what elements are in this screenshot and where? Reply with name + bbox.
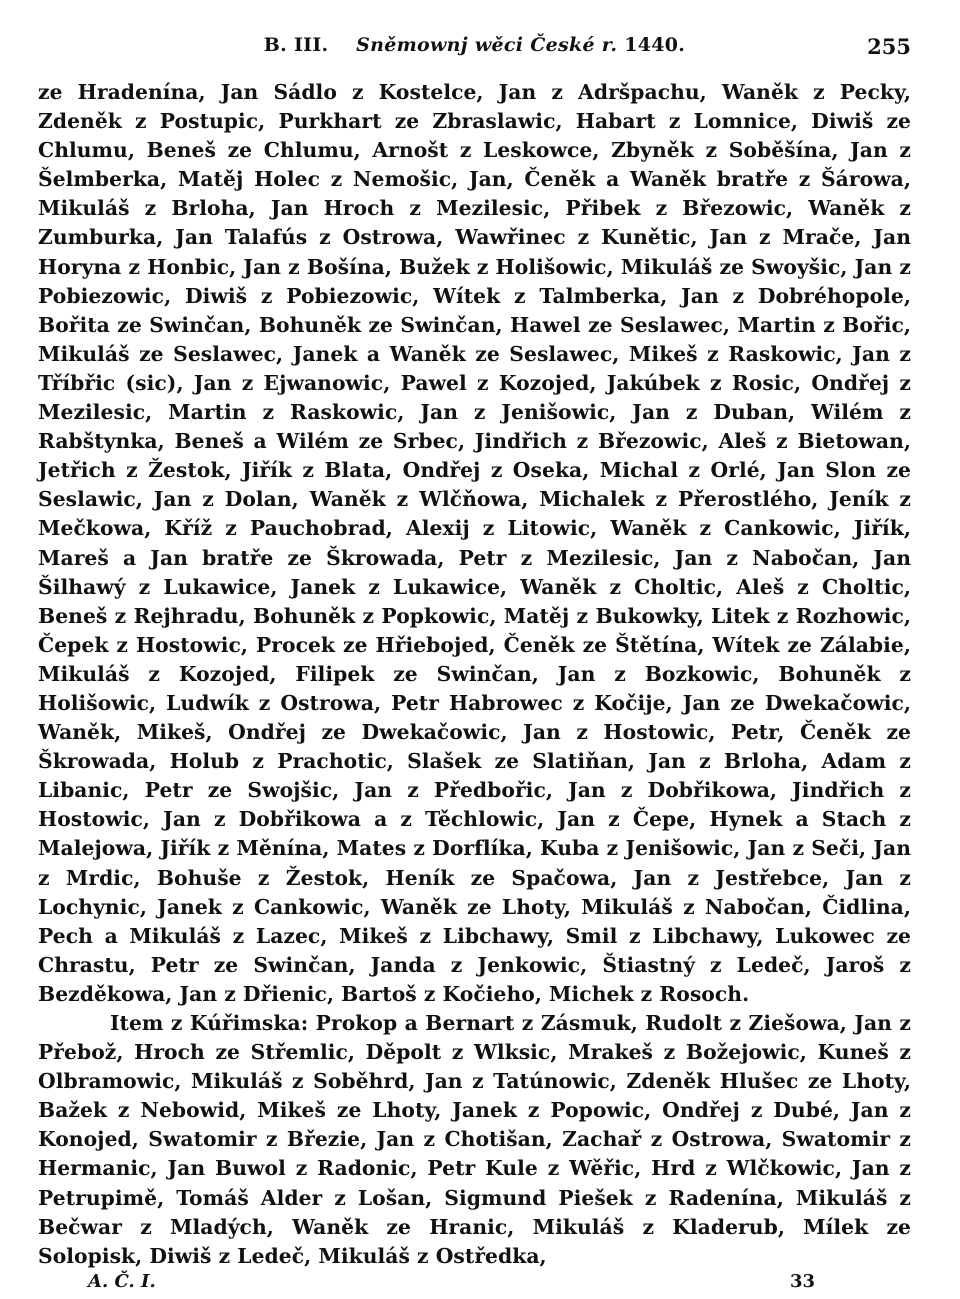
paragraph-continuation: ze Hradenína, Jan Sádlo z Kostelce, Jan z Adršpachu, Waněk z Pecky, Zdeněk z Postupic, Purkhart ze Zbraslawic, Habart z Lomnice, Diwiš ze Chlumu, Beneš ze Chlumu, Arnošt z Leskowce, Zbyněk z Soběšína, Jan z Šelmberka, Matěj Holec z Nemošic, Jan, Čeněk a Waněk bratře z Šárowa, Mikuláš z Brloha, Jan Hroch z Mezilesic, Přibek z Březowic, Waněk z Zumburka, Jan Talafús z Ostrowa, Wawřinec z Kunětic, Jan z Mrače, Jan Horyna z Honbic, Jan z Bošína, Bužek z Holišowic, Mikuláš ze Swoyšic, Jan z Pobiezowic, Diwiš z Pobiezowic, Wítek z Talmberka, Jan z Dobréhopole, Bořita ze Swinčan, Bohuněk ze Swinčan, Hawel ze Seslawec, Martin z Bořic, Mikuláš ze Seslawec, Janek a Waněk ze Seslawec, Mikeš z Raskowic, Jan z Tříbřic (sic), Jan z Ejwanowic, Pawel z Kozojed, Jakúbek z Rosic, Ondřej z Mezilesic, Martin z Raskowic, Jan z Jenišowic, Jan z Duban, Wilém z Rabštynka, Beneš a Wilém ze Srbec, Jindřich z Březowic, Aleš z Bietowan, Jetřich z Žestok, Jiřík z Blata, Ondřej z Oseka, Michal z Orlé, Jan Slon ze Seslawic, Jan z Dolan, Waněk z Wlčňowa, Michalek z Přerostlého, Jeník z Mečkowa, Kříž z Pauchobrad, Alexij z Litowic, Waněk z Cankowic, Jiřík, Mareš a Jan bratře ze Škrowada, Petr z Mezilesic, Jan z Nabočan, Jan Šilhawý z Lukawice, Janek z Lukawice, Waněk z Choltic, Aleš z Choltic, Beneš z Rejhradu, Bohuněk z Popkowic, Matěj z Bukowky, Litek z Rozhowic, Čepek z Hostowic, Procek ze Hřiebojed, Čeněk ze Štětína, Wítek ze Zálabie, Mikuláš z Kozojed, Filipek ze Swinčan, Jan z Bozkowic, Bohuněk z Holišowic, Ludwík z Ostrowa, Petr Habrowec z Kočije, Jan ze Dwekačowic, Waněk, Mikeš, Ondřej ze Dwekačowic, Jan z Hostowic, Petr, Čeněk ze Škrowada, Holub z Prachotic, Slašek ze Slatiňan, Jan z Brloha, Adam z Libanic, Petr ze Swojšic, Jan z Předbořic, Jan z Dobřikowa, Jindřich z Hostowic, Jan z Dobřikowa a z Těchlowic, Jan z Čepe, Hynek a Stach z Malejowa, Jiřík z Měnína, Mates z Dorflíka, Kuba z Jenišowic, Jan z Seči, Jan z Mrdic, Bohuše z Žestok, Heník ze Spačowa, Jan z Jestřebce, Jan z Lochynic, Janek z Cankowic, Waněk ze Lhoty, Mikuláš z Nabočan, Čidlina, Pech a Mikuláš z Lazec, Mikeš z Libchawy, Smil z Libchawy, Lukowec ze Chrastu, Petr ze Swinčan, Janda z Jenkowic, Štiastný z Ledeč, Jaroš z Bezděkowa, Jan z Dřienic, Bartoš z Kočieho, Michek z Rosoch. xyxy=(38,80,911,1006)
header-title: Sněmownj wěci České r. xyxy=(356,34,618,56)
body-text xyxy=(38,78,911,1271)
paragraph-kurimsko: Item z Kúřimska: Prokop a Bernart z Zásmuk, Rudolt z Ziešowa, Jan z Přebož, Hroch ze Střemlic, Děpolt z Wlksic, Mrakeš z Božejowic, Kuneš z Olbramowic, Mikuláš z Soběhrd, Jan z Tatúnowic, Zdeněk Hlušec ze Lhoty, Bažek z Nebowid, Mikeš ze Lhoty, Janek z Popowic, Ondřej z Dubé, Jan z Konojed, Swatomir z Březie, Jan z Chotišan, Zachař z Ostrowa, Swatomir z Hermanic, Jan Buwol z Radonic, Petr Kule z Wěřic, Hrd z Wlčkowic, Jan z Petrupimě, Tomáš Alder z Lošan, Sigmund Piešek z Radenína, Mikuláš z Bečwar z Mladých, Waněk ze Hranic, Mikuláš z Kladerub, Mílek ze Solopisk, Diwiš z Ledeč, Mikuláš z Ostředka, xyxy=(38,1011,911,1268)
header-year: 1440. xyxy=(624,34,686,56)
document-page xyxy=(38,30,911,1299)
signature-number: 33 xyxy=(790,1270,816,1292)
running-header xyxy=(38,30,911,66)
page-number: 255 xyxy=(867,34,911,59)
page-footer xyxy=(38,1269,911,1299)
running-title xyxy=(38,34,911,56)
signature-mark: A. Č. I. xyxy=(88,1270,156,1292)
series-label: B. III. xyxy=(263,34,329,56)
